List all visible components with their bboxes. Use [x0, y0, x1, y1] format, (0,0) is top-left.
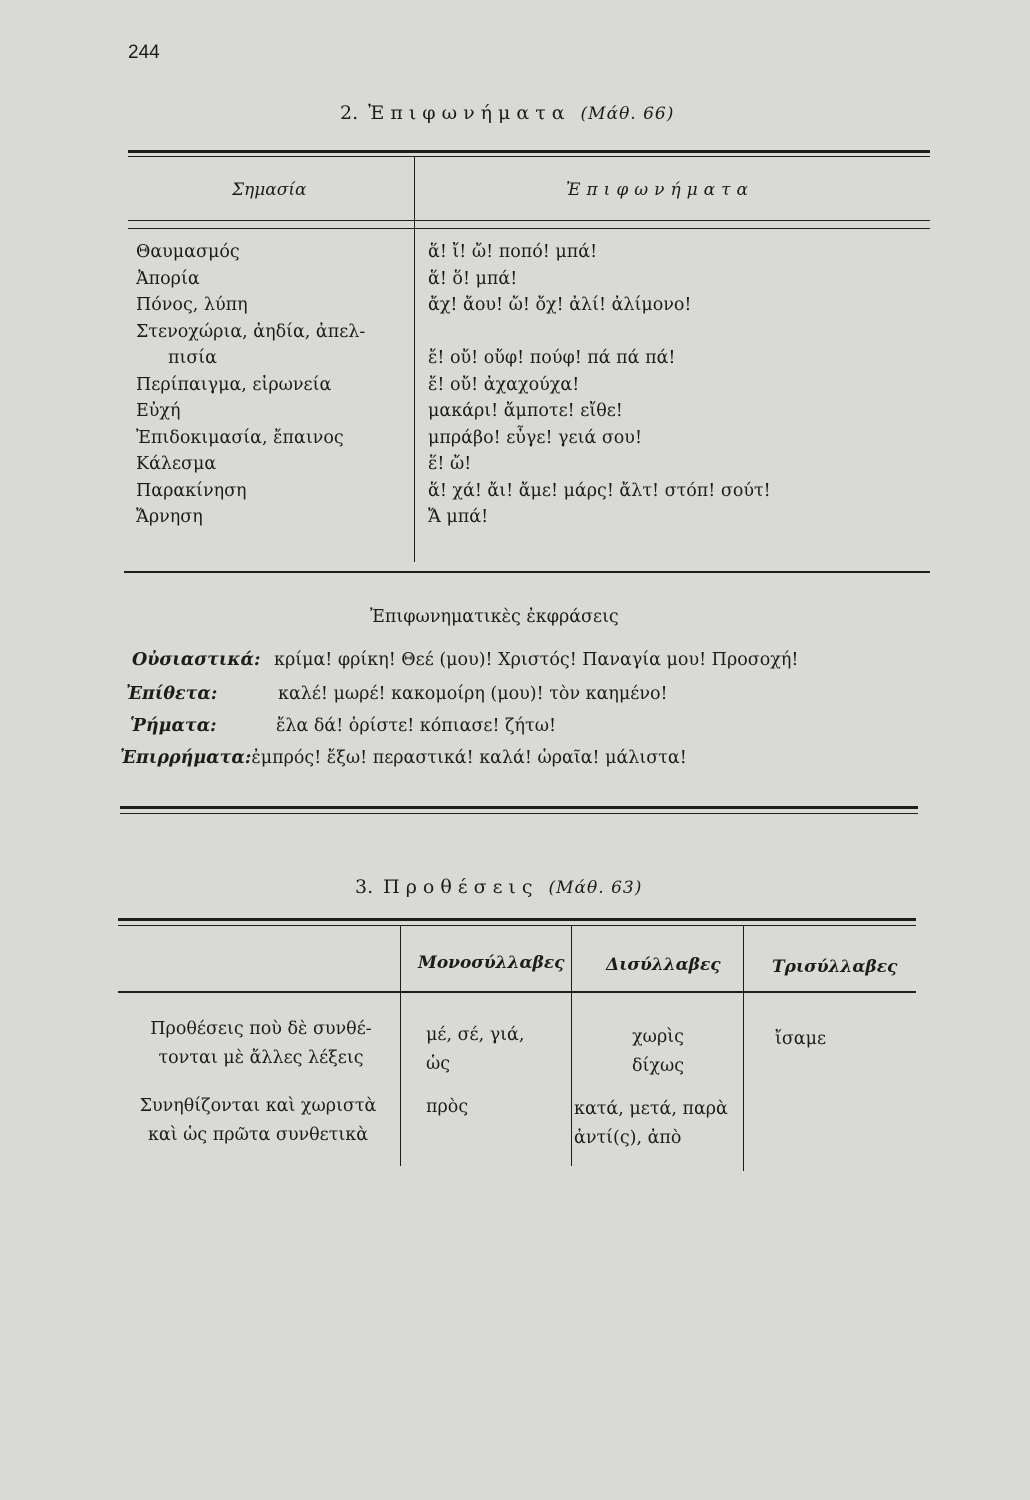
header-rule	[128, 220, 930, 221]
interjection-row: ἄχ! ἄου! ὤ! ὄχ! ἀλί! ἀλίμονο!	[428, 295, 692, 315]
interjection-row: μακάρι! ἄμποτε! εἴθε!	[428, 401, 623, 421]
col-header-meaning: Σημασία	[232, 180, 307, 200]
table-top-rule	[128, 150, 930, 153]
section-3-number: 3.	[355, 876, 374, 898]
meaning-row: Περίπαιγμα, εἰρωνεία	[136, 374, 332, 395]
prep-table-top-rule	[118, 918, 916, 921]
meaning-row: Ἄρνηση	[136, 507, 203, 527]
section-separator-rule	[120, 806, 918, 809]
page-number: 244	[128, 42, 160, 63]
prep-cell-line: κατά, μετά, παρὰ	[574, 1099, 728, 1119]
section-2-title-text: Ἐπιφωνήματα	[368, 102, 571, 124]
expression-row-nouns	[132, 650, 798, 670]
interjection-row: ἅ! χά! ἄι! ἄμε! μάρς! ἄλτ! στόπ! σούτ!	[428, 480, 771, 501]
section-separator-rule-thin	[120, 813, 918, 814]
col-header-interjections: Ἐπιφωνήματα	[566, 180, 755, 200]
interjection-row-blank	[428, 319, 771, 346]
prep-header-rule	[118, 991, 916, 993]
table-top-rule-thin	[128, 156, 930, 157]
prep-cell-line: ἴσαμε	[775, 1029, 827, 1049]
expression-text: καλέ! μωρέ! κακομοίρη (μου)! τὸν καημένο!	[278, 684, 668, 704]
meaning-row: Πόνος, λύπη	[136, 295, 248, 315]
expression-label: Οὐσιαστικά:	[132, 650, 261, 670]
header-rule-2	[128, 228, 930, 229]
section-2-title	[340, 102, 674, 124]
section-3-title-text: Προθέσεις	[383, 876, 539, 898]
prep-cell-line: μέ, σέ, γιά,	[426, 1025, 525, 1045]
prep-row-2-di	[574, 1095, 728, 1153]
prep-desc-line: Προθέσεις ποὺ δὲ συνθέ-	[150, 1019, 372, 1039]
expression-label: Ἐπιρρήματα:	[120, 748, 252, 768]
expression-row-adjectives	[126, 684, 668, 704]
meaning-column	[136, 239, 365, 531]
section-3-reference: (Μάθ. 63)	[548, 878, 643, 898]
prep-row-1-di	[574, 1023, 742, 1081]
prep-row-2-description	[122, 1092, 394, 1150]
meaning-row: πισία	[168, 348, 217, 368]
interjection-row: ἔ! οὔ! οὔφ! πούφ! πά πά πά!	[428, 348, 676, 368]
meaning-row: Στενοχώρια, ἀηδία, ἀπελ-	[136, 321, 366, 342]
prep-row-2-mono	[426, 1093, 468, 1122]
expressions-title: Ἐπιφωνηματικὲς ἐκφράσεις	[370, 607, 619, 627]
interjection-row: ἅ! ἴ! ὤ! ποπό! μπά!	[428, 242, 598, 262]
column-divider	[414, 157, 415, 562]
prep-desc-line: καὶ ὡς πρῶτα συνθετικὰ	[147, 1125, 369, 1145]
prep-row-1-mono	[426, 1021, 524, 1079]
expression-label: Ἐπίθετα:	[126, 684, 218, 704]
meaning-row: Κάλεσμα	[136, 454, 217, 474]
expression-row-verbs	[130, 716, 556, 736]
meaning-row: Ἐπιδοκιμασία, ἔπαινος	[136, 427, 344, 448]
col-header-trisyllabic: Τρισύλλαβες	[772, 957, 898, 977]
expression-label: Ῥήματα:	[130, 716, 217, 736]
interjection-row: ἔ! οὔ! ἀχαχούχα!	[428, 374, 580, 395]
prep-row-1-tri	[775, 1025, 826, 1054]
prep-cell-line: πρὸς	[426, 1097, 469, 1117]
expression-row-adverbs	[120, 748, 687, 768]
meaning-row: Θαυμασμός	[136, 242, 240, 262]
prep-cell-line: δίχως	[631, 1056, 685, 1076]
prep-row-1-description	[128, 1015, 394, 1073]
col-header-monosyllabic: Μονοσύλλαβες	[418, 953, 565, 973]
section-2-reference: (Μάθ. 66)	[580, 104, 675, 124]
meaning-row: Παρακίνηση	[136, 480, 247, 501]
meaning-row: Ἀπορία	[136, 268, 200, 289]
section-3-title	[355, 876, 642, 898]
prep-col-divider-2	[571, 926, 572, 1166]
prep-desc-line: Συνηθίζονται καὶ χωριστὰ	[139, 1096, 377, 1116]
interjections-column	[428, 239, 771, 531]
prep-col-divider-1	[400, 926, 401, 1166]
interjection-row: μπράβο! εὖγε! γειά σου!	[428, 427, 642, 448]
interjection-row: ἕ! ὤ!	[428, 454, 472, 474]
expression-text: ἐμπρός! ἔξω! περαστικά! καλά! ὡραῖα! μάλιστα!	[251, 748, 687, 768]
col-header-disyllabic: Δισύλλαβες	[606, 955, 721, 975]
prep-cell-line: χωρὶς	[632, 1027, 684, 1047]
prep-desc-line: τονται μὲ ἄλλες λέξεις	[158, 1048, 364, 1068]
interjection-row: Ἄ μπά!	[428, 507, 489, 527]
expression-text: ἔλα δά! ὁρίστε! κόπιασε! ζήτω!	[276, 716, 556, 736]
prep-table-top-rule-thin	[118, 925, 916, 926]
prep-col-divider-3	[743, 926, 744, 1171]
prep-cell-line: ἀντί(ς), ἀπὸ	[574, 1128, 682, 1148]
prep-cell-line: ὡς	[426, 1054, 451, 1074]
meaning-row: Εὐχή	[136, 401, 181, 421]
expression-text: κρίμα! φρίκη! Θεέ (μου)! Χριστός! Παναγία μου! Προσοχή!	[274, 650, 799, 670]
table-bottom-rule	[124, 571, 930, 573]
section-2-number: 2.	[340, 102, 359, 124]
interjection-row: ἅ! ὅ! μπά!	[428, 268, 518, 289]
